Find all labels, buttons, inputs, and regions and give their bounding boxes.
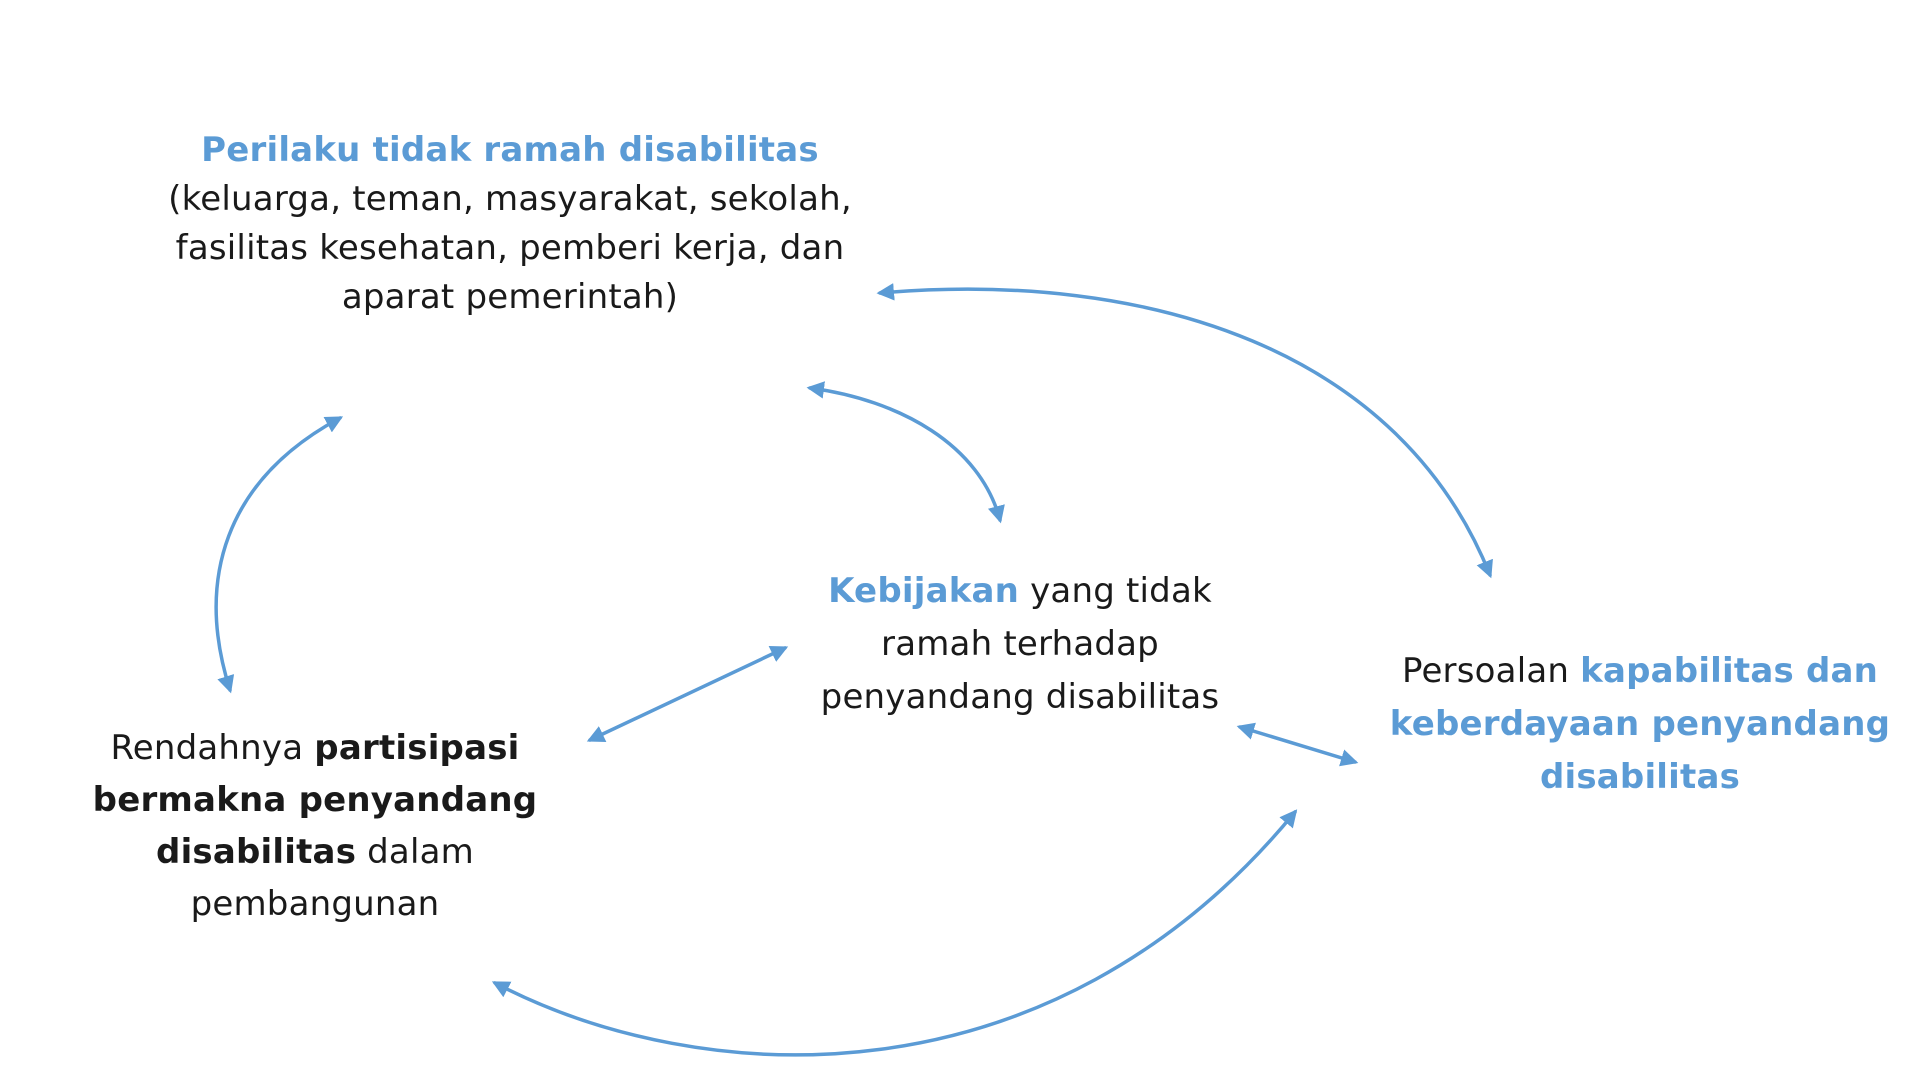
arrow-top-right — [880, 289, 1490, 575]
node-behavior-line-1: (keluarga, teman, masyarakat, sekolah, — [168, 179, 852, 219]
arrow-center-right — [1240, 727, 1355, 762]
node-participation-l3-bold: disabilitas — [156, 832, 357, 872]
node-policy-highlight: Kebijakan — [828, 571, 1020, 611]
node-capability-l1-blue: kapabilitas dan — [1580, 651, 1879, 691]
node-capability — [1370, 645, 1910, 804]
arrow-left-right — [495, 812, 1295, 1055]
node-participation-line-3 — [65, 826, 565, 878]
arrow-center-left — [590, 648, 785, 740]
node-behavior — [160, 126, 860, 322]
node-participation-line-4: pembangunan — [190, 884, 440, 924]
node-behavior-line-3: aparat pemerintah) — [341, 277, 679, 317]
node-participation-l3-plain: dalam — [356, 832, 474, 872]
node-participation-l1-bold: partisipasi — [314, 728, 520, 768]
node-policy — [780, 565, 1260, 724]
arrow-top-center — [810, 388, 1000, 520]
node-policy-line-1 — [780, 565, 1260, 618]
node-policy-line-1-rest: yang tidak — [1019, 571, 1212, 611]
node-behavior-title: Perilaku tidak ramah disabilitas — [201, 130, 819, 170]
node-participation-line-2: bermakna penyandang — [92, 780, 538, 820]
node-policy-line-3: penyandang disabilitas — [820, 677, 1220, 717]
node-capability-line-3: disabilitas — [1539, 757, 1741, 797]
node-capability-l1-plain: Persoalan — [1401, 651, 1581, 691]
node-capability-line-1 — [1370, 645, 1910, 698]
node-capability-line-2: keberdayaan penyandang — [1389, 704, 1891, 744]
arrow-top-left — [216, 418, 340, 690]
node-behavior-line-2: fasilitas kesehatan, pemberi kerja, dan — [175, 228, 845, 268]
node-policy-line-2: ramah terhadap — [881, 624, 1159, 664]
node-participation-line-1 — [65, 722, 565, 774]
node-participation-l1-plain: Rendahnya — [110, 728, 315, 768]
node-participation — [65, 722, 565, 930]
